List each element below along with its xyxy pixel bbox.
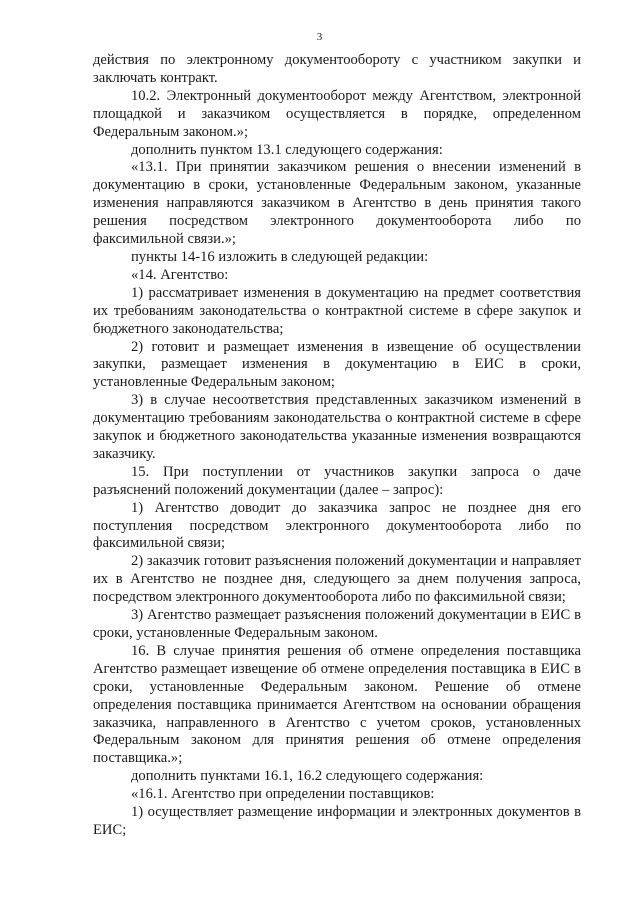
paragraph-14-item-1: 1) рассматривает изменения в документацию на предмет соответствия их требованиям законодательства о контрактной системе в сфере закупок и бюджетного законодательства; <box>93 284 581 337</box>
paragraph-add-13-1-instruction: дополнить пунктом 13.1 следующего содержания: <box>131 141 443 158</box>
paragraph-contract-continuation: действия по электронному документообороту с участником закупки и заключать контракт. <box>93 52 581 86</box>
paragraph-15: 15. При поступлении от участников закупки запроса о даче разъяснений положений документации (далее – запрос): <box>93 463 581 498</box>
paragraph-14-16-instruction: пункты 14-16 изложить в следующей редакции: <box>131 248 429 265</box>
paragraph-15-item-3: 3) Агентство размещает разъяснения положений документации в ЕИС в сроки, установленные Федеральным законом. <box>93 607 581 641</box>
paragraph-16: 16. В случае принятия решения об отмене определения поставщика Агентство размещает извещение об отмене определения поставщика в ЕИС в сроки, установленные Федеральным законом. Решение об отмене определения поставщика принимается Агентством на основании обращения заказчика, направленного в Агентство с учетом сроков, установленных Федеральным законом для принятия решения об отмене определения поставщика.»; <box>93 642 581 767</box>
paragraph-16-1-heading: «16.1. Агентство при определении поставщиков: <box>131 786 435 803</box>
page-number: 3 <box>316 31 323 43</box>
paragraph-add-16-1-16-2-instruction: дополнить пунктами 16.1, 16.2 следующего содержания: <box>131 768 484 785</box>
paragraph-13-1: «13.1. При принятии заказчиком решения о внесении изменений в документацию в сроки, установленные Федеральным законом, указанные изменения направляются заказчиком в Агентство в день принятия такого решения посредством электронного документооборота либо по факсимильной связи.»; <box>93 159 581 248</box>
paragraph-10-2: 10.2. Электронный документооборот между Агентством, электронной площадкой и заказчиком осуществляется в порядке, определенном Федеральным законом.»; <box>93 87 581 140</box>
paragraph-15-item-2: 2) заказчик готовит разъяснения положений документации и направляет их в Агентство не позднее дня, следующего за днем получения запроса, посредством электронного документооборота либо по факсимильной связи; <box>93 553 581 606</box>
paragraph-14-item-2: 2) готовит и размещает изменения в извещение об осуществлении закупки, размещает изменения в документацию в ЕИС в сроки, установленные Федеральным законом; <box>93 338 581 391</box>
paragraph-15-item-1: 1) Агентство доводит до заказчика запрос не позднее дня его поступления посредством электронного документооборота либо по факсимильной связи; <box>93 499 581 552</box>
paragraph-16-1-item-1: 1) осуществляет размещение информации и электронных документов в ЕИС; <box>93 804 581 838</box>
paragraph-14-heading: «14. Агентство: <box>131 266 229 283</box>
document-body <box>93 52 581 840</box>
paragraph-14-item-3: 3) в случае несоответствия представленных заказчиком изменений в документацию требованиям законодательства о контрактной системе в сфере закупок и бюджетного законодательства указанные изменения возвращаются заказчику. <box>93 392 581 462</box>
